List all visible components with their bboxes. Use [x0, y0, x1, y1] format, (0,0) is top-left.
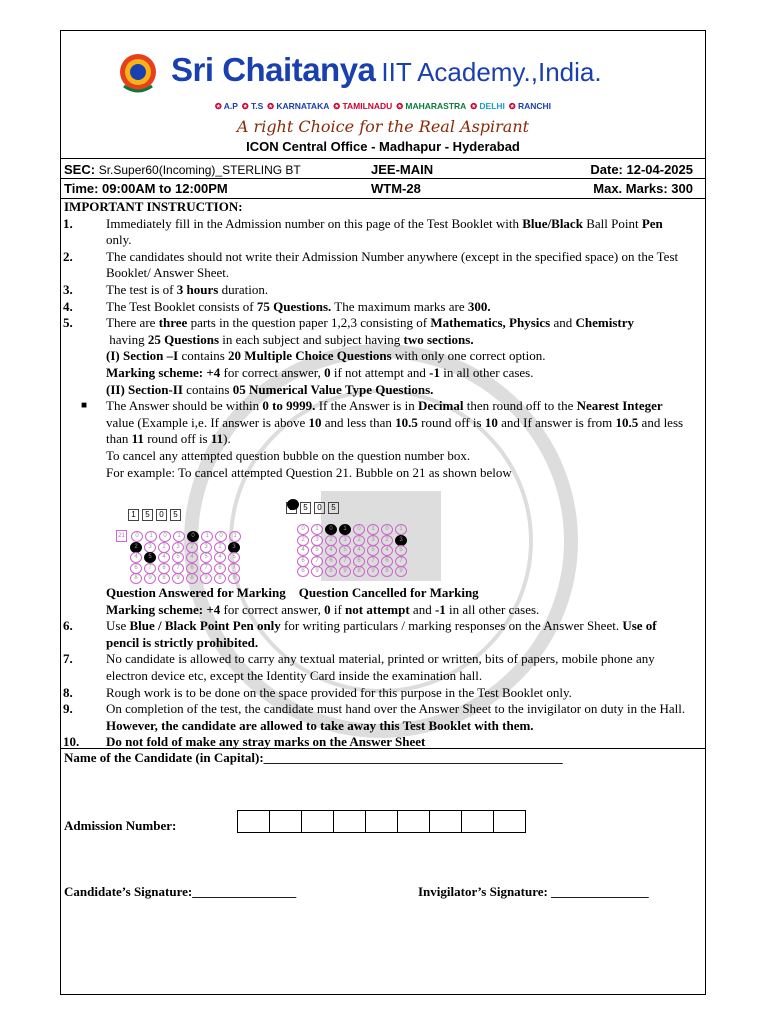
- divider: [61, 178, 705, 179]
- state-list: [61, 101, 705, 111]
- admission-digit-box[interactable]: [237, 810, 270, 833]
- sri-chaitanya-logo-icon: [118, 52, 158, 94]
- answer-bubble: 0: [215, 531, 227, 542]
- answer-digit-box: 5: [300, 502, 311, 514]
- instruction-item: 8. Rough work is to be done on the space provided for this purpose in the Test Booklet only.: [63, 684, 572, 700]
- answer-bubble: 5: [144, 552, 156, 563]
- answer-bubble: 9: [311, 566, 323, 577]
- state-item: ✪ A.P: [214, 101, 238, 111]
- question-number-box: 21: [116, 530, 127, 542]
- state-item: ✪ TAMILNADU: [333, 101, 393, 111]
- answer-bubble: 2: [186, 542, 198, 553]
- instructions: [61, 199, 705, 751]
- answer-bubble: 5: [367, 545, 379, 556]
- admission-number-boxes[interactable]: [238, 810, 526, 833]
- admission-digit-box[interactable]: [365, 810, 398, 833]
- answer-bubble: 9: [172, 573, 184, 584]
- answer-bubble: 8: [381, 566, 393, 577]
- answer-digit-box: 0: [156, 509, 167, 521]
- sec-value: Sr.Super60(Incoming)_STERLING BT: [98, 163, 301, 177]
- answer-bubble: 0: [159, 531, 171, 542]
- answer-bubble: 1: [311, 524, 323, 535]
- caption-marked: Question Answered for Marking: [106, 585, 286, 601]
- bubble-example-marked: [116, 504, 242, 581]
- office-address: ICON Central Office - Madhapur - Hyderabad: [246, 139, 520, 154]
- answer-bubble: 1: [201, 531, 213, 542]
- answer-bubble: 3: [228, 542, 240, 553]
- tagline: A right Choice for the Real Aspirant: [236, 117, 530, 136]
- answer-bubble: 4: [186, 552, 198, 563]
- answer-bubble: 8: [186, 573, 198, 584]
- caption-cancelled: Question Cancelled for Marking: [298, 585, 479, 601]
- answer-digit-box: 0: [314, 502, 325, 514]
- instruction-item: 9. On completion of the test, the candidate must hand over the Answer Sheet to the invigilator on duty in the Hall. However, the candidate are allowed to take away this Test Booklet with them.: [63, 701, 686, 733]
- state-item: ✪ DELHI: [470, 101, 505, 111]
- answer-bubble: 6: [381, 556, 393, 567]
- state-item: ✪ T.S: [241, 101, 264, 111]
- answer-bubble: 9: [144, 573, 156, 584]
- answer-bubble: 5: [200, 552, 212, 563]
- answer-bubble: 0: [381, 524, 393, 535]
- answer-bubble: 8: [297, 566, 309, 577]
- answer-bubble: 6: [214, 563, 226, 574]
- answer-bubble: 2: [381, 535, 393, 546]
- instruction-item: 3. The test is of 3 hours duration.: [63, 281, 269, 297]
- admission-digit-box[interactable]: [493, 810, 526, 833]
- answer-bubble: 1: [229, 531, 241, 542]
- answer-bubble: 2: [325, 535, 337, 546]
- answer-bubble: 9: [200, 573, 212, 584]
- answer-bubble: 3: [144, 542, 156, 553]
- exam-name: JEE-MAIN: [371, 162, 434, 177]
- answer-bubble: 7: [311, 556, 323, 567]
- exam-date: Date: 12-04-2025: [590, 162, 693, 177]
- answer-bubble: 2: [297, 535, 309, 546]
- answer-bubble: 3: [339, 535, 351, 546]
- test-code: WTM-28: [371, 181, 421, 196]
- answer-bubble: 9: [395, 566, 407, 577]
- answer-bubble: 4: [214, 552, 226, 563]
- sec-label: SEC:: [64, 162, 96, 177]
- invigilator-signature-field[interactable]: Invigilator’s Signature: _______________: [418, 884, 649, 899]
- admission-digit-box[interactable]: [461, 810, 494, 833]
- admission-digit-box[interactable]: [269, 810, 302, 833]
- answer-bubble: 7: [200, 563, 212, 574]
- answer-bubble: 4: [381, 545, 393, 556]
- answer-bubble: 1: [145, 531, 157, 542]
- answer-bubble: 0: [131, 531, 143, 542]
- admission-digit-box[interactable]: [429, 810, 462, 833]
- answer-bubble: 3: [311, 535, 323, 546]
- candidate-name-field[interactable]: Name of the Candidate (in Capital):______________________________________________: [64, 750, 563, 765]
- answer-bubble: 6: [353, 556, 365, 567]
- answer-bubble: 6: [130, 563, 142, 574]
- instruction-item: 10. Do not fold of make any stray marks on the Answer Sheet: [63, 734, 426, 750]
- divider: [61, 748, 705, 749]
- answer-bubble: 8: [353, 566, 365, 577]
- answer-bubble: 1: [367, 524, 379, 535]
- brand-name: Sri Chaitanya: [171, 51, 376, 88]
- state-item: ✪ MAHARASTRA: [396, 101, 467, 111]
- max-marks: Max. Marks: 300: [593, 181, 693, 196]
- instructions-heading: IMPORTANT INSTRUCTION:: [64, 199, 243, 214]
- answer-digit-box: 5: [142, 509, 153, 521]
- answer-digit-box: 5: [170, 509, 181, 521]
- instruction-list-2: [61, 618, 705, 751]
- answer-bubble: 4: [297, 545, 309, 556]
- instruction-item: 1. Immediately fill in the Admission number on this page of the Test Booklet with Blue/Black Ball Point Pen only.: [63, 215, 663, 248]
- admission-number-label: Admission Number:: [64, 818, 177, 833]
- answer-bubble: 6: [158, 563, 170, 574]
- answer-bubble: 6: [297, 556, 309, 567]
- state-item: ✪ RANCHI: [508, 101, 552, 111]
- answer-bubble: 5: [311, 545, 323, 556]
- answer-bubble: 0: [297, 524, 309, 535]
- answer-bubble: 5: [395, 545, 407, 556]
- bubble-captions: [61, 585, 705, 602]
- answer-bubble: 8: [130, 573, 142, 584]
- brand-title: [171, 51, 602, 89]
- answer-bubble: 9: [367, 566, 379, 577]
- answer-bubble: 4: [130, 552, 142, 563]
- answer-bubble: 2: [130, 542, 142, 553]
- answer-bubble: 1: [173, 531, 185, 542]
- answer-bubble: 3: [172, 542, 184, 553]
- answer-bubble: 7: [367, 556, 379, 567]
- bubble-example-cancelled: [286, 497, 408, 574]
- answer-bubble: 1: [395, 524, 407, 535]
- instruction-item: 6. Use Blue / Black Point Pen only for writing particulars / marking responses on the Answer Sheet. Use of pencil is strictly prohibited.: [63, 618, 657, 650]
- answer-bubble: 3: [395, 535, 407, 546]
- answer-bubble: 3: [367, 535, 379, 546]
- answer-bubble: 9: [228, 573, 240, 584]
- marking-scheme-line: Marking scheme: +4 for correct answer, 0 if not attempt and -1 in all other cases.: [106, 601, 540, 617]
- answer-bubble: 7: [339, 556, 351, 567]
- answer-bubble: 5: [172, 552, 184, 563]
- state-item: ✪ KARNATAKA: [267, 101, 330, 111]
- answer-bubble: 6: [325, 556, 337, 567]
- brand-suffix: IIT Academy.,India.: [381, 57, 602, 87]
- answer-bubble: 7: [144, 563, 156, 574]
- admission-digit-box[interactable]: [397, 810, 430, 833]
- answer-bubble: 7: [395, 556, 407, 567]
- answer-bubble: 4: [353, 545, 365, 556]
- answer-bubble: 6: [186, 563, 198, 574]
- instruction-item: 5. There are three parts in the question paper 1,2,3 consisting of Mathematics, Physics and Chemistry having 25 Questions in each subject and subject having two sections. (I) Section –I contains 20 Multiple Choice Questions with only one correct option. Marking scheme: +4 for correct answer, 0 if not attempt and -1 in all other cases. (II) Section-II contains 05 Numerical Value Type Questions.: [63, 315, 634, 397]
- answer-bubble: 5: [228, 552, 240, 563]
- admission-digit-box[interactable]: [333, 810, 366, 833]
- exam-time: Time: 09:00AM to 12:00PM: [64, 181, 228, 196]
- answer-bubble: 2: [158, 542, 170, 553]
- answer-bubble: 2: [214, 542, 226, 553]
- answer-bubble: 8: [158, 573, 170, 584]
- answer-bubble: 8: [214, 573, 226, 584]
- instruction-item: ■ The Answer should be within 0 to 9999. If the Answer is in Decimal then round off to the Nearest Integer value (Example i,e. If answer is above 10 and less than 10.5 round off is 10 and If answer is from 10.5 and less than 11 round off is 11). To cancel any attempted question bubble on the question number box. For example: To cancel attempted Question 21. Bubble on 21 as shown below: [81, 398, 684, 480]
- instruction-list-1: [61, 216, 705, 482]
- answer-bubble: 0: [187, 531, 199, 542]
- answer-bubble: 2: [353, 535, 365, 546]
- instruction-item: 4. The Test Booklet consists of 75 Questions. The maximum marks are 300.: [63, 298, 491, 314]
- answer-bubble: 7: [228, 563, 240, 574]
- answer-bubble: 0: [353, 524, 365, 535]
- answer-bubble: 4: [325, 545, 337, 556]
- candidate-signature-field[interactable]: Candidate’s Signature:________________: [64, 884, 297, 899]
- answer-bubble: 4: [158, 552, 170, 563]
- answer-bubble: 5: [339, 545, 351, 556]
- test-booklet-cover: [60, 30, 706, 995]
- answer-digit-box: 1: [128, 509, 139, 521]
- instruction-item: 7. No candidate is allowed to carry any textual material, printed or written, bits of papers, mobile phone any electron device etc, except the Identity Card inside the examination hall.: [63, 651, 655, 684]
- instruction-item: 2. The candidates should not write their Admission Number anywhere (except in the specified space) on the Test Booklet/ Answer Sheet.: [63, 248, 679, 281]
- admission-digit-box[interactable]: [301, 810, 334, 833]
- answer-bubble: 3: [200, 542, 212, 553]
- answer-bubble: 0: [325, 524, 337, 535]
- answer-bubble: 1: [339, 524, 351, 535]
- answer-bubble: 8: [325, 566, 337, 577]
- answer-bubble: 9: [339, 566, 351, 577]
- divider: [61, 158, 705, 159]
- answer-digit-box: 5: [328, 502, 339, 514]
- cancelled-question-bubble: [287, 499, 299, 510]
- answer-bubble: 7: [172, 563, 184, 574]
